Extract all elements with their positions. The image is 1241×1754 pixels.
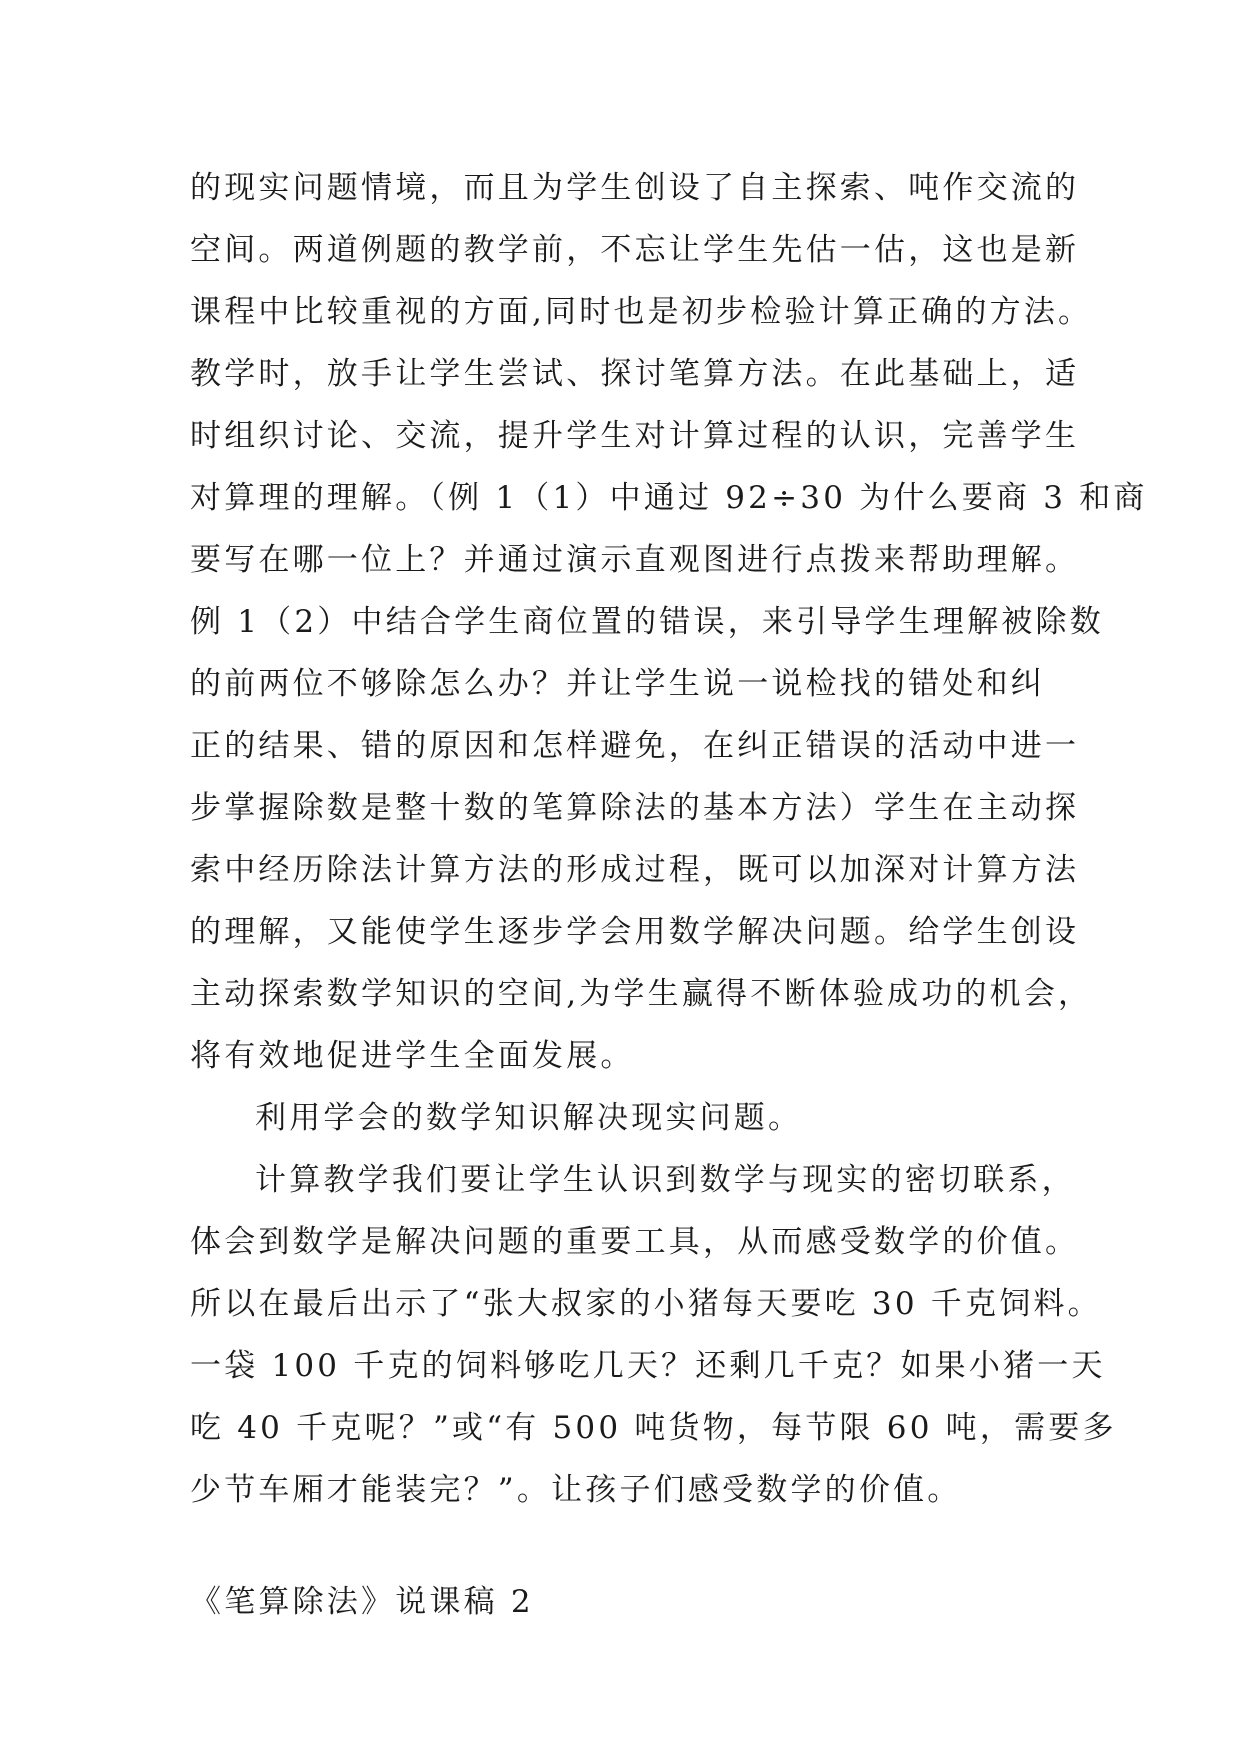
text-line: 例 1（2）中结合学生商位置的错误，来引导学生理解被除数	[190, 604, 1104, 640]
text-line: 索中经历除法计算方法的形成过程，既可以加深对计算方法	[190, 852, 1080, 888]
paragraph-heading: 利用学会的数学知识解决现实问题。	[255, 1100, 803, 1136]
text-line: 对算理的理解。（例 1（1）中通过 92÷30 为什么要商 3 和商	[190, 480, 1148, 516]
text-line: 的现实问题情境，而且为学生创设了自主探索、吨作交流的	[190, 170, 1080, 206]
text-line: 正的结果、错的原因和怎样避免，在纠正错误的活动中进一	[190, 728, 1080, 764]
text-line: 时组织讨论、交流，提升学生对计算过程的认识，完善学生	[190, 418, 1080, 454]
text-line: 要写在哪一位上？并通过演示直观图进行点拨来帮助理解。	[190, 542, 1080, 578]
text-line: 课程中比较重视的方面,同时也是初步检验计算正确的方法。	[190, 294, 1093, 330]
text-line: 步掌握除数是整十数的笔算除法的基本方法）学生在主动探	[190, 790, 1080, 826]
text-line: 所以在最后出示了“张大叔家的小猪每天要吃 30 千克饲料。	[190, 1286, 1102, 1322]
section-title: 《笔算除法》说课稿 2	[190, 1584, 534, 1620]
text-line: 主动探索数学知识的空间,为学生赢得不断体验成功的机会，	[190, 976, 1093, 1012]
text-line: 一袋 100 千克的饲料够吃几天？还剩几千克？如果小猪一天	[190, 1348, 1106, 1384]
text-line: 体会到数学是解决问题的重要工具，从而感受数学的价值。	[190, 1224, 1080, 1260]
text-line: 将有效地促进学生全面发展。	[190, 1038, 635, 1074]
text-line: 的前两位不够除怎么办？并让学生说一说检找的错处和纠	[190, 666, 1045, 702]
text-line: 计算教学我们要让学生认识到数学与现实的密切联系，	[255, 1162, 1076, 1198]
text-line: 空间。两道例题的教学前，不忘让学生先估一估，这也是新	[190, 232, 1080, 268]
text-line: 教学时，放手让学生尝试、探讨笔算方法。在此基础上，适	[190, 356, 1080, 392]
text-line: 吃 40 千克呢？”或“有 500 吨货物，每节限 60 吨，需要多	[190, 1410, 1117, 1446]
text-line: 少节车厢才能装完？”。让孩子们感受数学的价值。	[190, 1472, 962, 1508]
text-line: 的理解，又能使学生逐步学会用数学解决问题。给学生创设	[190, 914, 1080, 950]
